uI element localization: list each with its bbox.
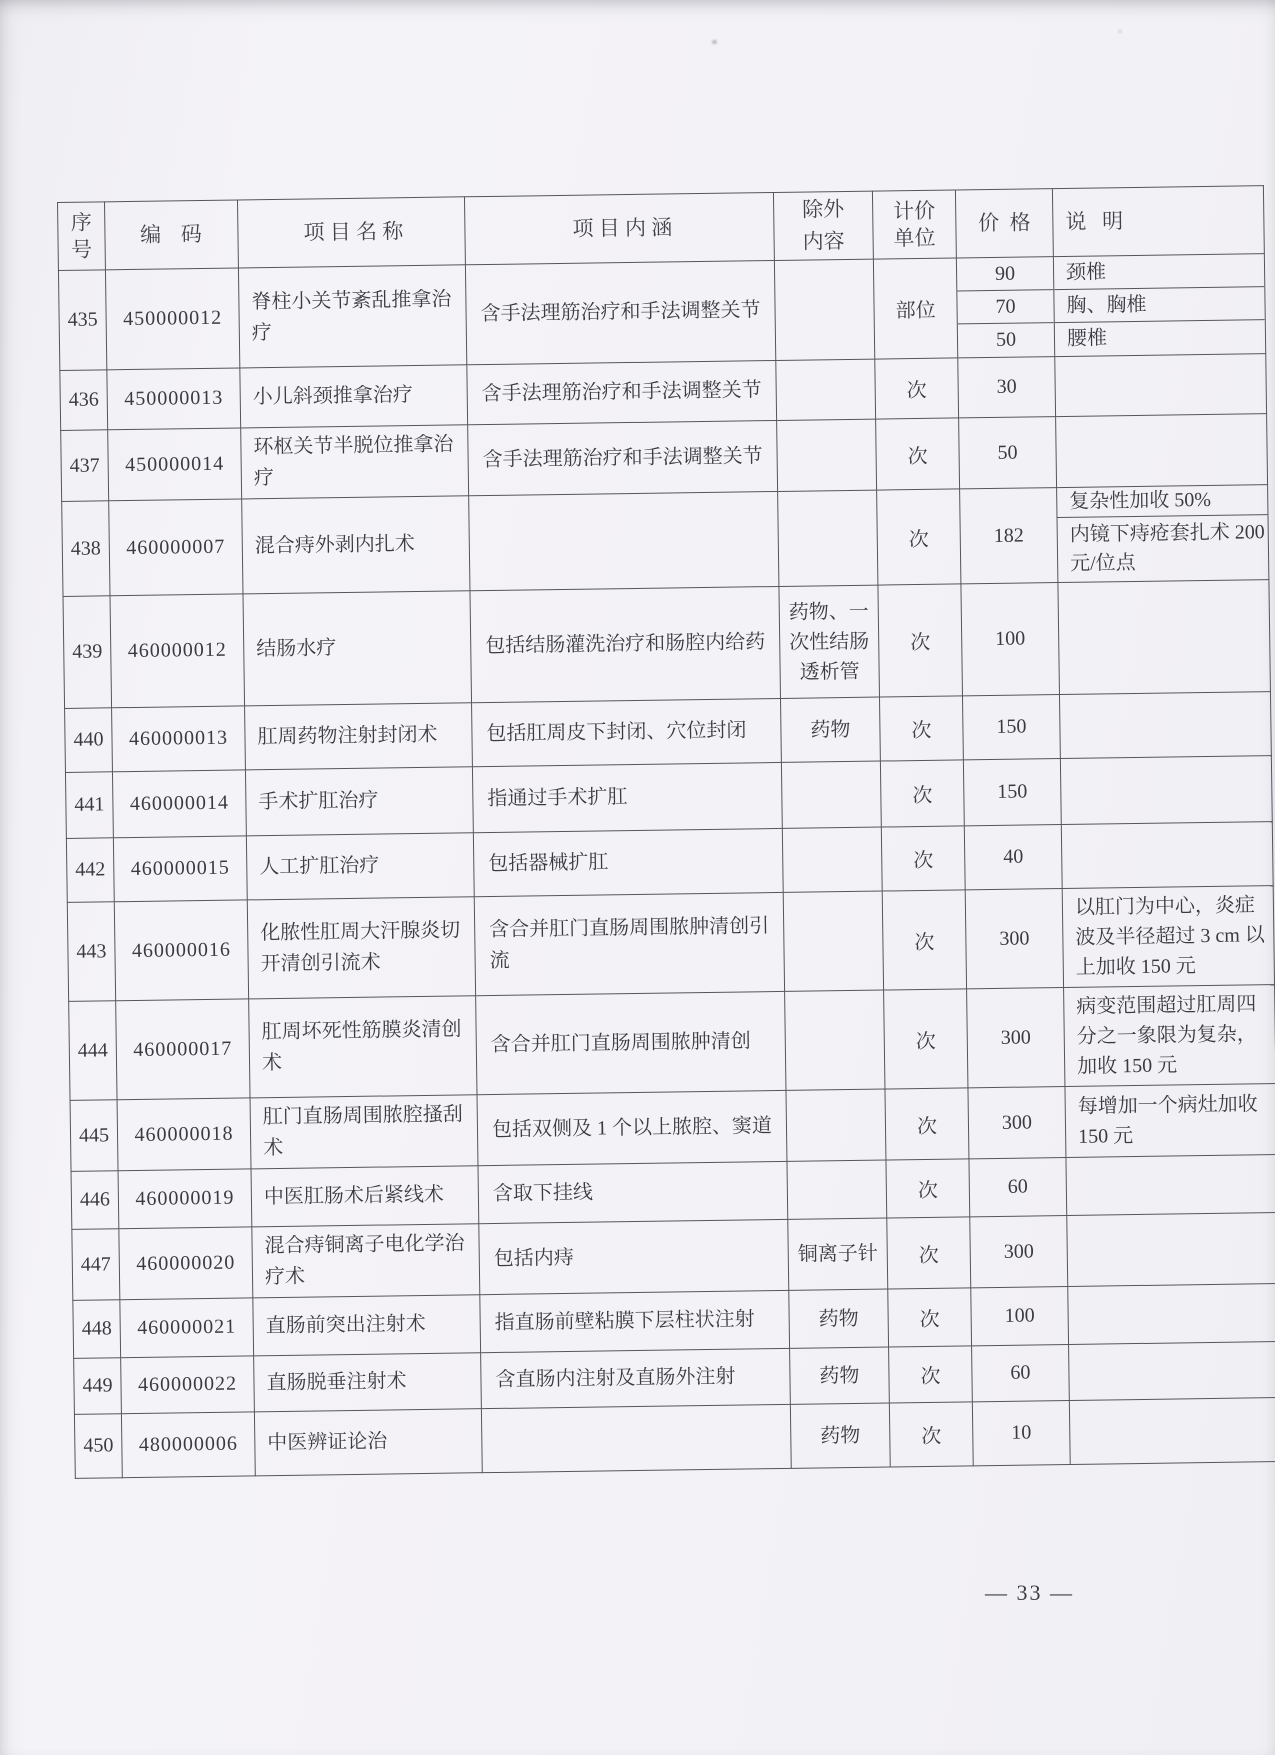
cell-price bbox=[956, 257, 1054, 358]
cell-name: 环枢关节半脱位推拿治疗 bbox=[241, 425, 469, 499]
header-content: 项 目 内 涵 bbox=[464, 192, 774, 264]
cell-name: 化脓性肛周大汗腺炎切开清创引流术 bbox=[247, 897, 475, 999]
cell-excluded: 药物 bbox=[789, 1289, 889, 1348]
cell-note: 病变范围超过肛周四分之一象限为复杂，加收 150 元 bbox=[1064, 985, 1275, 1087]
cell-price: 100 bbox=[961, 583, 1060, 696]
cell-content bbox=[469, 491, 779, 590]
cell-code: 460000017 bbox=[116, 999, 250, 1100]
cell-price: 60 bbox=[969, 1158, 1067, 1217]
cell-unit: 次 bbox=[885, 1088, 969, 1160]
cell-unit: 次 bbox=[875, 358, 959, 419]
cell-unit: 次 bbox=[879, 696, 963, 761]
table-row bbox=[58, 254, 1265, 371]
cell-content: 指通过手术扩肛 bbox=[472, 762, 782, 832]
cell-name: 肛门直肠周围脓腔搔刮术 bbox=[250, 1095, 478, 1169]
cell-note bbox=[1055, 354, 1267, 417]
cell-content: 含手法理筋治疗和手法调整关节 bbox=[465, 260, 775, 364]
cell-note bbox=[1057, 485, 1269, 583]
cell-price: 300 bbox=[968, 1087, 1066, 1159]
header-price: 价 格 bbox=[955, 189, 1053, 258]
cell-seq: 444 bbox=[69, 1001, 117, 1101]
cell-content: 含手法理筋治疗和手法调整关节 bbox=[468, 420, 778, 495]
table-row bbox=[63, 580, 1270, 709]
cell-name: 混合痔外剥内扎术 bbox=[242, 496, 470, 594]
cell-code: 460000016 bbox=[114, 900, 248, 1001]
cell-code: 460000007 bbox=[109, 499, 243, 596]
cell-excluded bbox=[774, 259, 874, 360]
note-subcell: 复杂性加收 50% bbox=[1057, 485, 1267, 518]
cell-name: 肛周药物注射封闭术 bbox=[245, 703, 473, 770]
cell-code: 460000020 bbox=[119, 1227, 253, 1300]
cell-excluded: 药物 bbox=[790, 1347, 890, 1404]
page-number: — 33 — bbox=[985, 1580, 1074, 1605]
cell-unit: 次 bbox=[876, 418, 960, 490]
cell-content bbox=[481, 1404, 791, 1472]
cell-unit: 次 bbox=[889, 1402, 973, 1467]
header-excluded: 除外 内容 bbox=[773, 191, 873, 260]
cell-name: 手术扩肛治疗 bbox=[245, 767, 473, 836]
cell-code: 460000021 bbox=[120, 1298, 254, 1358]
scan-speck bbox=[712, 40, 717, 44]
cell-excluded bbox=[785, 990, 885, 1090]
medical-service-price-table bbox=[57, 185, 1275, 1479]
cell-unit: 部位 bbox=[873, 258, 957, 359]
cell-unit: 次 bbox=[877, 489, 961, 585]
cell-seq: 437 bbox=[61, 430, 109, 502]
price-subcell: 70 bbox=[957, 290, 1053, 324]
cell-price: 10 bbox=[972, 1400, 1070, 1465]
note-subcell: 颈椎 bbox=[1054, 254, 1264, 290]
cell-excluded bbox=[782, 827, 882, 892]
cell-content: 包括双侧及 1 个以上脓腔、窦道 bbox=[477, 1090, 787, 1165]
cell-unit: 次 bbox=[889, 1346, 973, 1403]
cell-price: 150 bbox=[963, 759, 1061, 826]
cell-content: 含手法理筋治疗和手法调整关节 bbox=[467, 360, 777, 424]
cell-unit: 次 bbox=[886, 1159, 970, 1218]
cell-name: 中医肛肠术后紧线术 bbox=[251, 1166, 479, 1227]
cell-price: 40 bbox=[964, 825, 1062, 890]
cell-seq: 439 bbox=[63, 596, 112, 709]
cell-price: 30 bbox=[958, 357, 1056, 418]
cell-excluded bbox=[786, 1089, 886, 1161]
cell-content: 含合并肛门直肠周围脓肿清创 bbox=[476, 991, 786, 1094]
price-table-container bbox=[57, 186, 1265, 1479]
cell-seq: 443 bbox=[67, 902, 115, 1002]
cell-code: 450000013 bbox=[107, 368, 241, 430]
price-subcell: 90 bbox=[957, 257, 1053, 291]
cell-note bbox=[1067, 1213, 1275, 1287]
cell-seq: 449 bbox=[74, 1358, 122, 1415]
cell-name: 肛周坏死性筋膜炎清创术 bbox=[249, 996, 477, 1098]
cell-price: 300 bbox=[970, 1216, 1068, 1288]
cell-note bbox=[1053, 254, 1265, 357]
cell-unit: 次 bbox=[888, 1288, 972, 1347]
cell-content: 含合并肛门直肠周围脓肿清创引流 bbox=[474, 892, 784, 995]
cell-note bbox=[1069, 1342, 1275, 1401]
cell-note bbox=[1059, 692, 1271, 759]
cell-note bbox=[1061, 822, 1273, 889]
table-row bbox=[62, 485, 1269, 597]
cell-content: 含取下挂线 bbox=[478, 1161, 788, 1223]
cell-content: 指直肠前壁粘膜下层柱状注射 bbox=[480, 1290, 790, 1352]
cell-price: 150 bbox=[962, 695, 1060, 760]
cell-code: 480000006 bbox=[121, 1412, 255, 1478]
cell-unit: 次 bbox=[887, 1217, 971, 1289]
cell-name: 混合痔铜离子电化学治疗术 bbox=[252, 1224, 480, 1298]
cell-price: 100 bbox=[971, 1286, 1069, 1345]
cell-price: 300 bbox=[965, 889, 1063, 989]
header-code: 编 码 bbox=[105, 200, 239, 270]
header-unit: 计价 单位 bbox=[872, 190, 956, 259]
cell-code: 460000012 bbox=[110, 594, 245, 708]
cell-seq: 448 bbox=[73, 1300, 121, 1359]
scan-speck bbox=[1118, 30, 1122, 33]
cell-price: 50 bbox=[959, 417, 1057, 489]
cell-content: 包括肛周皮下封闭、穴位封闭 bbox=[472, 698, 782, 766]
cell-code: 460000014 bbox=[112, 770, 246, 838]
header-seq: 序 号 bbox=[58, 202, 106, 271]
cell-seq: 440 bbox=[65, 708, 113, 773]
cell-seq: 436 bbox=[60, 370, 108, 431]
cell-name: 人工扩肛治疗 bbox=[246, 833, 474, 900]
cell-unit: 次 bbox=[882, 890, 966, 990]
cell-excluded: 药物 bbox=[781, 697, 881, 762]
cell-unit: 次 bbox=[881, 826, 965, 891]
cell-code: 460000018 bbox=[117, 1098, 251, 1171]
header-name: 项 目 名 称 bbox=[237, 197, 465, 268]
cell-note: 每增加一个病灶加收 150 元 bbox=[1065, 1084, 1275, 1158]
price-subcell: 50 bbox=[995, 328, 1017, 351]
cell-name: 直肠前突出注射术 bbox=[253, 1295, 481, 1356]
table-row bbox=[67, 886, 1274, 1002]
note-subcell: 胸、胸椎 bbox=[1054, 287, 1264, 323]
cell-content: 包括内痔 bbox=[479, 1219, 789, 1294]
cell-note: 以肛门为中心，炎症波及半径超过 3 cm 以上加收 150 元 bbox=[1062, 886, 1274, 988]
cell-code: 460000022 bbox=[121, 1356, 255, 1414]
cell-name: 中医辨证论治 bbox=[254, 1409, 482, 1476]
cell-code: 460000013 bbox=[112, 706, 246, 772]
cell-content: 包括器械扩肛 bbox=[473, 828, 783, 896]
cell-excluded: 药物 bbox=[790, 1403, 890, 1468]
cell-name: 脊柱小关节紊乱推拿治疗 bbox=[238, 265, 466, 368]
cell-excluded bbox=[787, 1160, 887, 1219]
cell-seq: 445 bbox=[70, 1100, 118, 1172]
cell-seq: 446 bbox=[71, 1171, 119, 1230]
cell-note bbox=[1069, 1398, 1275, 1465]
cell-excluded bbox=[781, 761, 881, 828]
cell-code: 450000012 bbox=[105, 268, 239, 370]
header-note: 说 明 bbox=[1052, 186, 1264, 257]
cell-code: 450000014 bbox=[108, 428, 242, 501]
cell-seq: 450 bbox=[74, 1414, 122, 1479]
cell-note bbox=[1060, 756, 1272, 825]
cell-name: 直肠脱垂注射术 bbox=[254, 1353, 482, 1412]
cell-name: 小儿斜颈推拿治疗 bbox=[240, 365, 468, 428]
cell-unit: 次 bbox=[884, 989, 968, 1089]
cell-note bbox=[1068, 1284, 1275, 1345]
cell-note bbox=[1056, 414, 1268, 488]
table-row bbox=[69, 985, 1275, 1101]
cell-code: 460000015 bbox=[113, 836, 247, 902]
cell-seq: 438 bbox=[62, 501, 110, 597]
cell-excluded: 铜离子针 bbox=[788, 1218, 888, 1290]
cell-seq: 441 bbox=[65, 772, 113, 839]
cell-note bbox=[1066, 1155, 1275, 1216]
note-subcell: 内镜下痔疮套扎术 200 元/位点 bbox=[1069, 521, 1265, 575]
cell-seq: 435 bbox=[58, 270, 106, 371]
cell-content: 包括结肠灌洗治疗和肠腔内给药 bbox=[470, 586, 781, 702]
cell-note bbox=[1058, 580, 1271, 695]
cell-seq: 442 bbox=[66, 838, 114, 903]
cell-excluded: 药物、一次性结肠透析管 bbox=[779, 585, 880, 698]
cell-price: 182 bbox=[960, 488, 1058, 584]
cell-price: 60 bbox=[972, 1344, 1070, 1401]
cell-price: 300 bbox=[967, 988, 1065, 1088]
cell-excluded bbox=[776, 359, 876, 420]
cell-unit: 次 bbox=[880, 760, 964, 827]
cell-excluded bbox=[777, 419, 877, 491]
cell-seq: 447 bbox=[72, 1229, 120, 1301]
cell-name: 结肠水疗 bbox=[243, 591, 472, 706]
cell-excluded bbox=[783, 891, 883, 991]
cell-excluded bbox=[778, 490, 878, 586]
note-subcell: 腰椎 bbox=[1066, 327, 1108, 350]
cell-content: 含直肠内注射及直肠外注射 bbox=[481, 1348, 791, 1408]
cell-code: 460000019 bbox=[118, 1169, 252, 1229]
cell-unit: 次 bbox=[878, 584, 963, 697]
price-table-body bbox=[58, 254, 1275, 1479]
